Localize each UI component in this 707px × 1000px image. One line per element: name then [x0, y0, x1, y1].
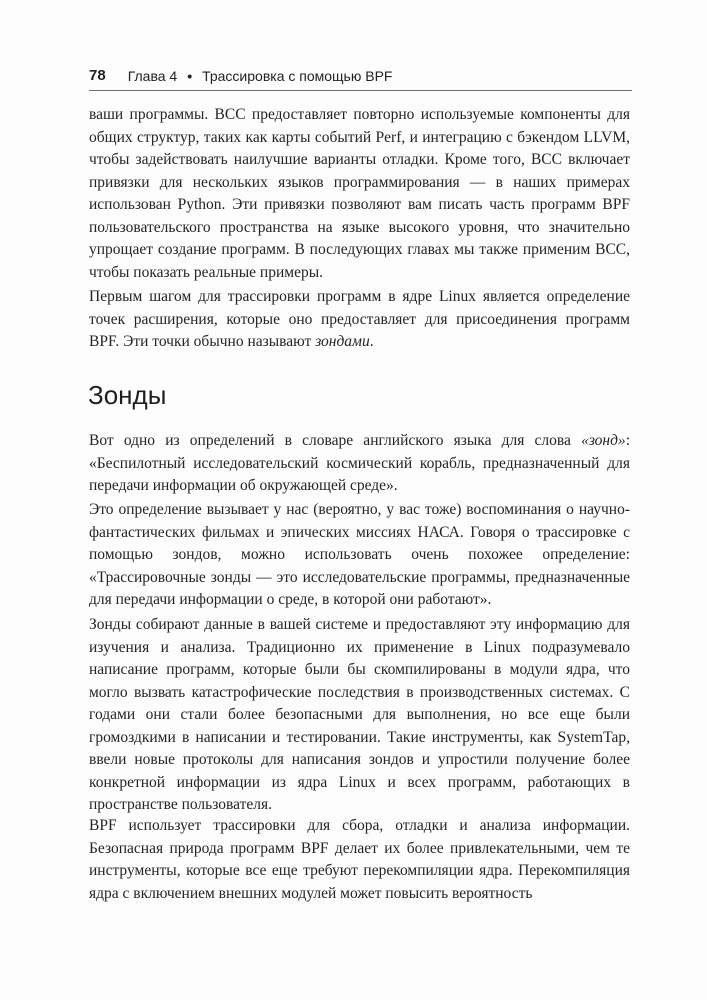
- paragraph-bpf-tracing: [89, 815, 630, 905]
- separator-bullet: •: [187, 68, 193, 84]
- paragraph-text: Зонды собирают данные в вашей системе и предоставляют эту информацию для изучения и анализа. Традиционно их применение в Linux подразумевало написание программ, которые были бы скомпилированы в модули ядра, что могло вызвать катастрофические последствия в производственных системах. С годами они стали более безопасными для выполнения, но все еще были громоздкими в написании и тестировании. Такие инструменты, как SystemTap, ввели новые протоколы для написания зондов и упростили получение более конкретной информации из ядра Linux и всех программ, работающих в пространстве пользователя.: [89, 616, 630, 813]
- chapter-title: Трассировка с помощью BPF: [202, 68, 393, 84]
- running-header: [89, 60, 632, 91]
- paragraph-history: [89, 614, 630, 817]
- page-number: 78: [89, 67, 106, 84]
- text-run: : «Беспилотный исследовательский космический корабль, предназначенный для передачи информации об окружающей среде».: [89, 432, 630, 494]
- text-run: Вот одно из определений в словаре английского языка для слова: [89, 432, 582, 449]
- chapter-label: Глава 4: [127, 68, 178, 84]
- paragraph-probes-intro: [89, 286, 630, 354]
- emphasis-term: зондами: [315, 333, 370, 350]
- paragraph-text: ваши программы. BCC предоставляет повторно используемые компоненты для общих структур, таких как карты событий Perf, и интеграцию с бэкендом LLVM, чтобы задействовать наилучшие варианты отладки. Кроме того, BCC включает привязки для нескольких языков программирования — в наших примерах использован Python. Эти привязки позволяют вам писать часть программ BPF пользовательского пространства на языке высокого уровня, что значительно упрощает создание программ. В последующих главах мы также применим BCC, чтобы показать реальные примеры.: [89, 106, 630, 281]
- section-heading: Зонды: [88, 380, 167, 410]
- paragraph-text: [89, 430, 630, 498]
- paragraph-analogy: [89, 499, 630, 612]
- emphasis-term: «зонд»: [581, 432, 626, 449]
- paragraph-text: BPF использует трассировки для сбора, отладки и анализа информации. Безопасная природа программ BPF делает их более привлекательными, чем те инструменты, которые все еще требуют перекомпиляции ядра. Перекомпиляция ядра с включением внешних модулей может повысить вероятность: [89, 817, 630, 902]
- text-run: Первым шагом для трассировки программ в ядре Linux является определение точек расширения, которые оно предоставляет для присоединения программ BPF. Эти точки обычно называют: [89, 288, 630, 350]
- paragraph-bcc: [89, 104, 630, 284]
- text-run: .: [369, 333, 374, 350]
- paragraph-definition: [89, 430, 630, 498]
- paragraph-text: [89, 286, 630, 354]
- paragraph-text: Это определение вызывает у нас (вероятно, у вас тоже) воспоминания о научно-фантастических фильмах и эпических миссиях НАСА. Говоря о трассировке с помощью зондов, можно использовать очень похожее определение: «Трассировочные зонды — это исследовательские программы, предназначенные для передачи информации о среде, в которой они работают».: [89, 501, 630, 608]
